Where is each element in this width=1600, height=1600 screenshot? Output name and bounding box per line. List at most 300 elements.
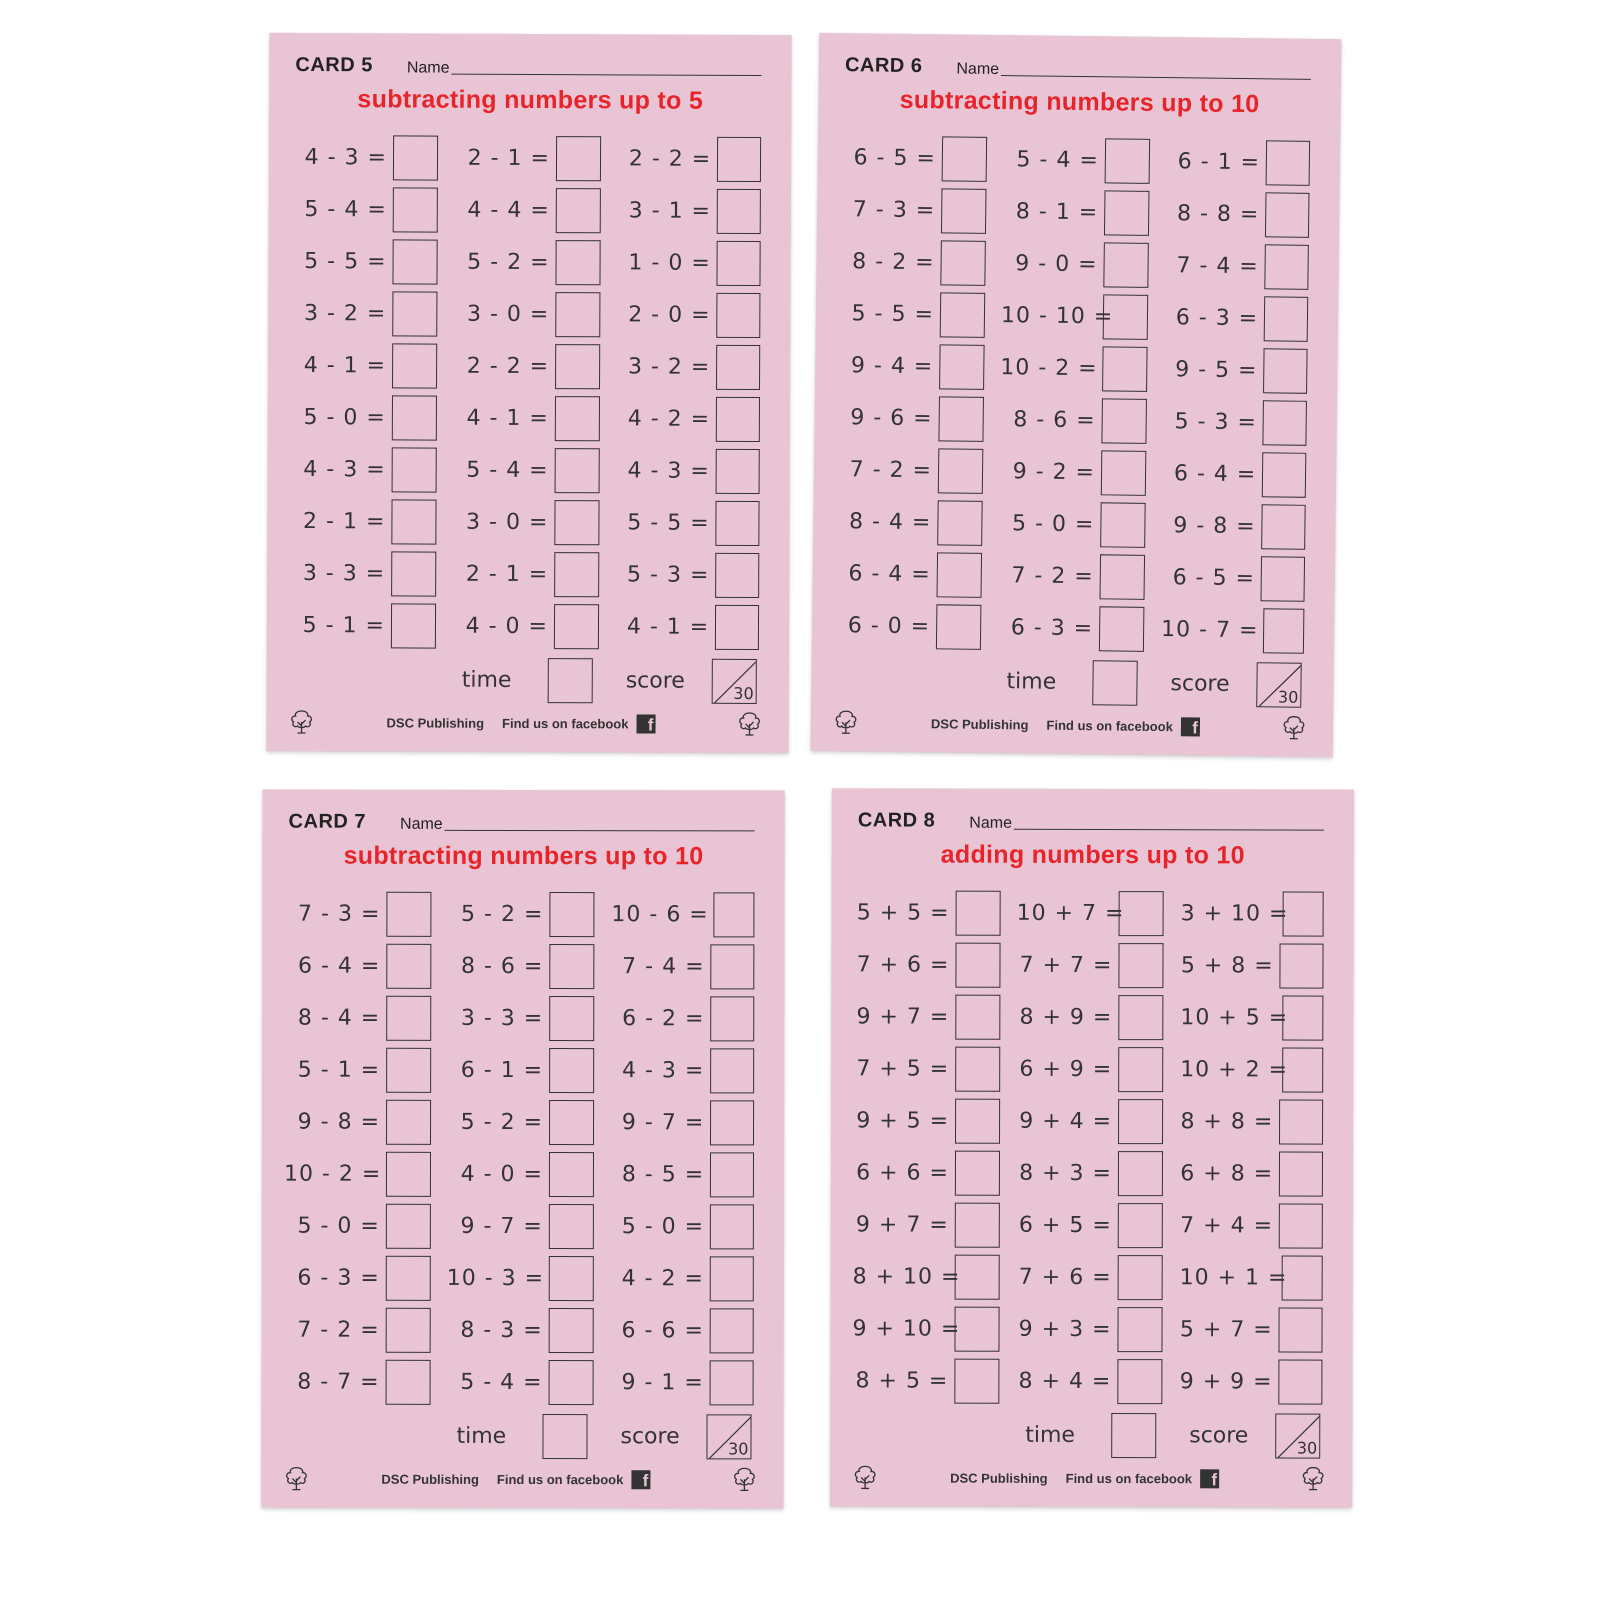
problem	[447, 1047, 611, 1092]
problem-expression: 9 - 1 =	[621, 1369, 704, 1395]
answer-box[interactable]	[955, 1098, 1000, 1143]
answer-box[interactable]	[549, 892, 594, 937]
problem-expression: 9 - 6 =	[850, 404, 933, 431]
problem-expression: 7 + 7 =	[1019, 952, 1113, 978]
problem-expression: 3 - 2 =	[303, 300, 387, 326]
problem-expression: 6 + 5 =	[1018, 1212, 1112, 1238]
tree-logo-icon	[1281, 715, 1307, 741]
answer-box[interactable]	[386, 891, 431, 936]
name-line[interactable]	[452, 74, 762, 76]
answer-box[interactable]	[1279, 1203, 1323, 1248]
problem-row	[289, 495, 759, 549]
answer-box[interactable]	[710, 1152, 754, 1197]
answer-box[interactable]	[392, 291, 437, 336]
answer-box[interactable]	[942, 136, 988, 182]
problem	[289, 498, 452, 544]
answer-box[interactable]	[1263, 608, 1305, 653]
answer-box[interactable]	[1101, 398, 1147, 444]
answer-box[interactable]	[549, 1256, 594, 1301]
answer-box[interactable]	[549, 996, 594, 1041]
answer-box[interactable]	[955, 994, 1000, 1039]
publisher-name: DSC Publishing	[386, 714, 485, 731]
answer-box[interactable]	[716, 344, 760, 389]
score-box[interactable]	[712, 658, 757, 703]
answer-box[interactable]	[1099, 606, 1145, 652]
answer-box[interactable]	[955, 1202, 1000, 1247]
score-field	[1179, 1413, 1322, 1458]
problem-expression: 5 - 0 =	[1011, 510, 1095, 537]
problem-expression: 9 + 3 =	[1018, 1316, 1112, 1342]
problem-expression: 8 - 3 =	[460, 1317, 543, 1343]
answer-box[interactable]	[715, 552, 759, 597]
problem	[1003, 137, 1168, 184]
answer-box[interactable]	[938, 396, 984, 442]
publisher-name: DSC Publishing	[950, 1470, 1048, 1486]
problem-expression: 4 - 1 =	[626, 613, 710, 640]
problem	[839, 187, 1003, 234]
problem	[290, 238, 453, 284]
problem-expression: 7 - 2 =	[849, 456, 933, 483]
answer-box[interactable]	[1117, 1307, 1162, 1352]
problem-expression: 6 + 9 =	[1019, 1056, 1113, 1082]
problem-expression: 9 - 8 =	[1173, 512, 1256, 539]
answer-box[interactable]	[392, 447, 437, 492]
problem-expression: 3 - 0 =	[466, 301, 550, 327]
problem-row	[852, 1354, 1322, 1407]
problem	[284, 1203, 447, 1248]
answer-box[interactable]	[393, 187, 438, 232]
problem-expression: 9 - 8 =	[297, 1109, 381, 1135]
problem-grid	[852, 886, 1324, 1463]
problem-row	[284, 940, 754, 993]
card-header	[295, 47, 761, 79]
problem-row	[289, 599, 759, 653]
problem-expression: 5 - 3 =	[1174, 408, 1258, 435]
time-label: time	[456, 1423, 507, 1449]
problem-expression: 8 - 7 =	[297, 1369, 380, 1395]
answer-box[interactable]	[1102, 346, 1148, 392]
answer-box[interactable]	[710, 1256, 754, 1301]
answer-box[interactable]	[1279, 1099, 1323, 1144]
answer-box[interactable]	[391, 499, 436, 544]
problem	[999, 449, 1164, 496]
problem	[1001, 241, 1166, 288]
problem	[454, 187, 618, 233]
answer-box[interactable]	[1118, 1151, 1163, 1196]
problem	[853, 1150, 1016, 1195]
problem-expression: 5 + 5 =	[856, 899, 950, 926]
problem	[1164, 347, 1308, 394]
problem	[284, 1099, 447, 1144]
answer-box[interactable]	[386, 995, 431, 1040]
answer-box[interactable]	[1261, 504, 1305, 550]
problem-expression: 4 - 3 =	[621, 1057, 705, 1083]
answer-box[interactable]	[392, 395, 437, 440]
problem	[1180, 1151, 1323, 1196]
answer-box[interactable]	[549, 1152, 594, 1197]
answer-box[interactable]	[1282, 1255, 1323, 1300]
answer-box[interactable]	[1264, 296, 1308, 342]
card-header	[845, 47, 1311, 83]
answer-box[interactable]	[954, 1358, 999, 1403]
problem-expression: 2 - 0 =	[628, 301, 711, 328]
score-field	[610, 1414, 753, 1459]
answer-box[interactable]	[392, 343, 437, 388]
problem-expression: 8 - 6 =	[460, 953, 544, 979]
problem-expression: 6 - 3 =	[1175, 304, 1259, 331]
problem	[853, 1254, 1016, 1299]
problem	[1161, 607, 1305, 654]
problem-expression: 2 - 2 =	[466, 353, 550, 379]
problem-row	[291, 131, 761, 185]
answer-box[interactable]	[1118, 943, 1163, 988]
answer-box[interactable]	[1105, 138, 1151, 184]
problem	[453, 343, 617, 389]
answer-box[interactable]	[386, 1203, 431, 1248]
card-number: CARD 7	[288, 810, 367, 833]
answer-box[interactable]	[1265, 244, 1309, 290]
problem	[284, 891, 447, 936]
problem-row	[836, 391, 1307, 449]
problem-expression: 9 - 0 =	[1015, 250, 1098, 277]
problem-row	[289, 547, 759, 601]
answer-box[interactable]	[1282, 995, 1323, 1040]
answer-box[interactable]	[937, 500, 983, 546]
time-score-row	[283, 1408, 753, 1465]
problem-expression: 5 - 2 =	[461, 901, 544, 927]
time-box[interactable]	[1092, 660, 1138, 706]
answer-box[interactable]	[386, 1307, 431, 1352]
problem	[1162, 503, 1306, 550]
score-box[interactable]	[1275, 1413, 1320, 1458]
problem-expression: 5 - 5 =	[627, 509, 710, 536]
problem	[454, 135, 618, 181]
answer-box[interactable]	[710, 1100, 754, 1145]
facebook-icon: f	[631, 1470, 650, 1489]
answer-box[interactable]	[710, 1360, 754, 1405]
answer-box[interactable]	[955, 942, 1000, 987]
problem	[453, 395, 617, 441]
answer-box[interactable]	[549, 1100, 594, 1145]
problem-row	[284, 1096, 754, 1149]
answer-box[interactable]	[555, 448, 600, 493]
answer-box[interactable]	[1261, 556, 1305, 602]
publisher-name: DSC Publishing	[381, 1471, 479, 1487]
answer-box[interactable]	[955, 1254, 1000, 1299]
problem	[1166, 191, 1310, 238]
problem-expression: 4 - 0 =	[465, 613, 549, 639]
spacer	[834, 679, 997, 681]
answer-box[interactable]	[549, 1308, 594, 1353]
problem-expression: 8 - 8 =	[1176, 200, 1260, 227]
answer-box[interactable]	[1262, 452, 1306, 498]
problem	[835, 499, 999, 546]
problem-expression: 6 - 1 =	[460, 1057, 544, 1083]
facebook-text: Find us on facebook	[496, 1471, 624, 1487]
answer-box[interactable]	[956, 890, 1001, 935]
tree-logo-icon	[833, 709, 859, 735]
problem-row	[838, 235, 1309, 293]
time-box[interactable]	[1111, 1413, 1156, 1458]
answer-box[interactable]	[1279, 1359, 1323, 1404]
answer-box[interactable]	[1100, 502, 1146, 548]
problem-expression: 9 - 7 =	[460, 1213, 543, 1239]
answer-box[interactable]	[1118, 1203, 1163, 1248]
answer-box[interactable]	[710, 996, 754, 1041]
problem	[1179, 1359, 1322, 1404]
answer-box[interactable]	[1117, 1359, 1162, 1404]
problem	[1180, 995, 1323, 1040]
answer-box[interactable]	[554, 604, 599, 649]
problem	[1016, 1254, 1180, 1299]
answer-box[interactable]	[937, 552, 983, 598]
time-label: time	[1006, 668, 1057, 695]
answer-box[interactable]	[555, 292, 600, 337]
answer-box[interactable]	[1119, 891, 1164, 936]
problem	[1001, 293, 1166, 340]
score-field	[616, 658, 759, 704]
answer-box[interactable]	[711, 944, 755, 989]
answer-box[interactable]	[556, 136, 601, 181]
answer-box[interactable]	[555, 344, 600, 389]
answer-box[interactable]	[556, 188, 601, 233]
problem-expression: 8 + 3 =	[1019, 1160, 1112, 1186]
problem-expression: 5 - 1 =	[297, 1057, 381, 1083]
problem	[1016, 1202, 1180, 1247]
time-label: time	[1025, 1422, 1076, 1448]
answer-box[interactable]	[386, 1047, 431, 1092]
problem	[1179, 1307, 1322, 1352]
problem	[1016, 942, 1180, 987]
answer-box[interactable]	[1103, 242, 1149, 288]
problem	[1180, 1047, 1323, 1092]
answer-box[interactable]	[941, 188, 987, 234]
problem	[284, 943, 447, 988]
problem-expression: 5 - 4 =	[1016, 146, 1100, 173]
problem	[290, 342, 453, 388]
answer-box[interactable]	[1100, 554, 1146, 600]
problem-expression: 2 - 1 =	[303, 508, 386, 534]
answer-box[interactable]	[716, 396, 760, 441]
problem-row	[290, 287, 760, 341]
answer-box[interactable]	[1283, 891, 1324, 936]
answer-box[interactable]	[386, 1255, 431, 1300]
answer-box[interactable]	[1101, 450, 1147, 496]
answer-box[interactable]	[716, 500, 760, 545]
worksheet-card-6	[811, 33, 1342, 757]
problem	[998, 553, 1163, 600]
problem	[997, 605, 1162, 652]
problem-expression: 9 + 5 =	[856, 1107, 950, 1134]
problem	[1163, 399, 1307, 446]
answer-box[interactable]	[955, 1150, 1000, 1195]
problem	[289, 550, 452, 596]
name-line[interactable]	[1014, 829, 1324, 831]
problem-expression: 7 - 3 =	[298, 901, 381, 927]
answer-box[interactable]	[940, 240, 986, 286]
answer-box[interactable]	[1118, 1255, 1163, 1300]
answer-box[interactable]	[955, 1046, 1000, 1091]
answer-box[interactable]	[549, 1360, 594, 1405]
problem-expression: 9 + 9 =	[1179, 1368, 1273, 1394]
answer-box[interactable]	[555, 240, 600, 285]
answer-box[interactable]	[717, 188, 761, 233]
problem	[852, 1306, 1015, 1351]
problem-grid	[833, 131, 1310, 713]
answer-box[interactable]	[1118, 1047, 1163, 1092]
answer-box[interactable]	[710, 1308, 754, 1353]
problem-expression: 6 - 0 =	[847, 612, 931, 639]
answer-box[interactable]	[936, 604, 982, 650]
answer-box[interactable]	[715, 604, 759, 649]
problem	[611, 944, 754, 989]
problem	[617, 240, 760, 286]
problem-expression: 9 - 7 =	[621, 1109, 705, 1135]
problem-expression: 6 - 4 =	[1173, 460, 1257, 487]
problem	[453, 239, 617, 285]
answer-box[interactable]	[716, 448, 760, 493]
answer-box[interactable]	[386, 943, 431, 988]
problem-expression: 10 - 2 =	[1000, 354, 1098, 381]
answer-box[interactable]	[716, 292, 760, 337]
time-field	[996, 659, 1161, 706]
problem-expression: 6 + 6 =	[856, 1159, 949, 1186]
answer-box[interactable]	[386, 1151, 431, 1196]
answer-box[interactable]	[1263, 400, 1307, 446]
problem	[837, 343, 1001, 390]
answer-box[interactable]	[1118, 995, 1163, 1040]
card-number: CARD 8	[857, 809, 936, 832]
answer-box[interactable]	[386, 1099, 431, 1144]
problem	[284, 1151, 447, 1196]
problem-expression: 7 + 5 =	[856, 1055, 950, 1082]
problem-expression: 8 - 4 =	[297, 1005, 381, 1031]
answer-box[interactable]	[713, 892, 754, 937]
answer-box[interactable]	[710, 1048, 754, 1093]
answer-box[interactable]	[1118, 1099, 1163, 1144]
problem	[1165, 243, 1309, 290]
name-line[interactable]	[445, 830, 755, 832]
problem-expression: 6 - 5 =	[853, 144, 937, 171]
worksheet-card-7	[261, 790, 784, 1509]
time-box[interactable]	[542, 1414, 587, 1459]
name-line[interactable]	[1001, 75, 1311, 80]
name-label: Name	[400, 815, 443, 833]
score-box[interactable]	[706, 1414, 751, 1459]
answer-box[interactable]	[1266, 140, 1310, 186]
problem-expression: 2 - 1 =	[467, 145, 551, 171]
card-header	[858, 802, 1324, 833]
problem-expression: 9 + 10 =	[852, 1315, 961, 1342]
answer-box[interactable]	[717, 240, 761, 285]
answer-box[interactable]	[717, 136, 761, 181]
problem	[853, 994, 1016, 1039]
problem	[1002, 189, 1167, 236]
answer-box[interactable]	[549, 1204, 594, 1249]
time-field	[452, 657, 616, 703]
answer-box[interactable]	[1282, 1047, 1323, 1092]
problem	[611, 1152, 754, 1197]
score-box[interactable]	[1256, 662, 1302, 708]
problem-expression: 9 + 4 =	[1019, 1108, 1113, 1134]
problem	[1015, 1306, 1179, 1351]
tree-logo-icon	[1300, 1466, 1326, 1492]
spacer	[1200, 727, 1281, 728]
answer-box[interactable]	[393, 135, 438, 180]
answer-box[interactable]	[940, 292, 986, 338]
card-title: subtracting numbers up to 10	[899, 85, 1260, 119]
answer-box[interactable]	[549, 1048, 594, 1093]
problem-expression: 4 - 1 =	[303, 352, 387, 378]
answer-box[interactable]	[1265, 192, 1309, 238]
answer-box[interactable]	[392, 239, 437, 284]
answer-box[interactable]	[1280, 943, 1324, 988]
answer-box[interactable]	[1279, 1307, 1323, 1352]
problem	[1016, 1150, 1180, 1195]
problem-expression: 6 - 5 =	[1172, 564, 1256, 591]
problem	[1180, 1203, 1323, 1248]
answer-box[interactable]	[710, 1204, 754, 1249]
answer-box[interactable]	[386, 1359, 431, 1404]
problem-expression: 6 - 4 =	[297, 953, 381, 979]
name-label: Name	[406, 59, 450, 77]
problem	[452, 499, 616, 545]
problem	[453, 447, 617, 493]
problem-expression: 1 - 0 =	[628, 249, 711, 276]
answer-box[interactable]	[1263, 348, 1307, 394]
problem-expression: 5 - 0 =	[297, 1213, 380, 1239]
answer-box[interactable]	[1104, 190, 1150, 236]
problem-expression: 5 - 0 =	[621, 1213, 705, 1239]
answer-box[interactable]	[954, 1306, 999, 1351]
problem	[1016, 1098, 1180, 1143]
problem	[834, 603, 998, 650]
problem	[1163, 451, 1307, 498]
problem	[1165, 295, 1309, 342]
problem	[1180, 943, 1323, 988]
problem	[452, 603, 616, 649]
problem	[289, 602, 452, 648]
problem-row	[837, 339, 1308, 397]
problem-expression: 8 - 1 =	[1015, 198, 1099, 225]
problem-expression: 7 - 2 =	[1011, 562, 1094, 589]
answer-box[interactable]	[1103, 294, 1149, 340]
problem-row	[284, 1252, 754, 1305]
answer-box[interactable]	[549, 944, 594, 989]
problem	[290, 290, 453, 336]
answer-box[interactable]	[555, 396, 600, 441]
name-label: Name	[969, 814, 1013, 832]
problem-expression: 6 + 8 =	[1180, 1160, 1274, 1186]
facebook-icon: f	[1181, 717, 1200, 736]
problem	[284, 1047, 447, 1092]
answer-box[interactable]	[554, 552, 599, 597]
answer-box[interactable]	[1279, 1151, 1323, 1196]
problem-expression: 8 + 8 =	[1180, 1108, 1274, 1134]
time-box[interactable]	[548, 658, 593, 703]
answer-box[interactable]	[391, 603, 436, 648]
answer-box[interactable]	[939, 344, 985, 390]
problem	[1000, 345, 1165, 392]
answer-box[interactable]	[391, 551, 436, 596]
problem	[447, 1203, 611, 1248]
worksheet-card-5	[266, 33, 791, 753]
problem-expression: 6 - 3 =	[297, 1265, 380, 1291]
answer-box[interactable]	[554, 500, 599, 545]
answer-box[interactable]	[938, 448, 984, 494]
problem	[617, 448, 760, 494]
card-footer	[288, 707, 762, 739]
